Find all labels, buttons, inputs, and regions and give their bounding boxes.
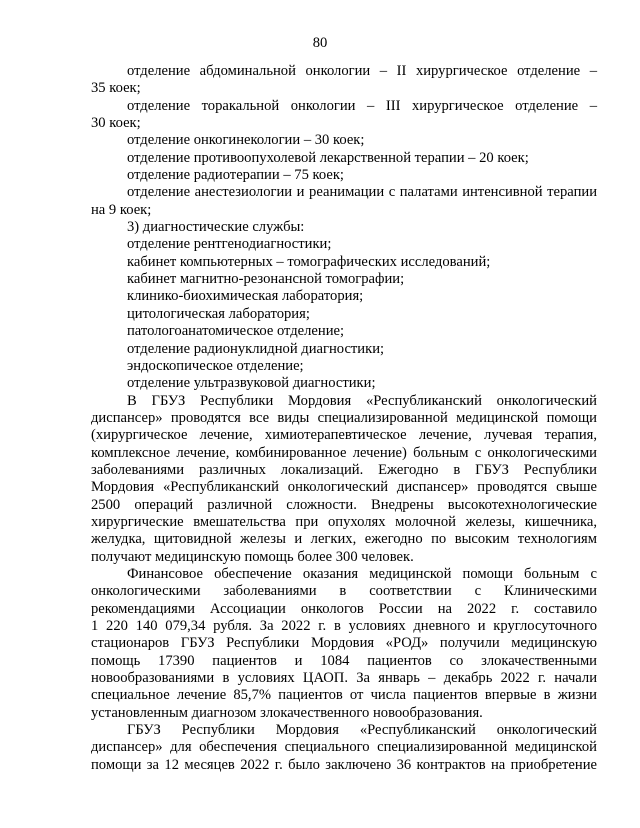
text-line: отделение онкогинекологии – 30 коек; xyxy=(127,132,365,149)
text-line: отделение рентгенодиагностики; xyxy=(127,236,332,253)
text-line: новообразованиями в условиях ЦАОП. За январь – декабрь 2022 г. начали xyxy=(91,670,597,687)
text-line: отделение радионуклидной диагностики; xyxy=(127,340,385,357)
text-line: рекомендациями Ассоциации онкологов России на 2022 г. составило xyxy=(91,600,597,617)
page-number: 80 xyxy=(312,35,328,51)
text-line: диспансер» для обеспечения специального специализированной медицинской xyxy=(91,739,597,756)
text-line: желудка, щитовидной железы и легких, ежегодно по высоким технологиям xyxy=(91,531,597,548)
text-line: хирургические вмешательства при опухолях молочной железы, кишечника, xyxy=(91,513,597,530)
text-line: 1 220 140 079,34 рубля. За 2022 г. в условиях дневного и круглосуточного xyxy=(91,618,597,634)
text-line: В ГБУЗ Республики Мордовия «Республиканский онкологический xyxy=(127,392,597,409)
text-line: отделение ультразвуковой диагностики; xyxy=(127,375,376,392)
text-line: заболеваниями различных локализаций. Ежегодно в ГБУЗ Республики xyxy=(91,461,597,478)
text-line: специальное лечение 85,7% пациентов от числа пациентов впервые в жизни xyxy=(91,687,597,704)
text-line: установленным диагнозом злокачественного новообразования. xyxy=(91,704,483,721)
text-line: 30 коек; xyxy=(91,115,141,132)
text-line: отделение торакальной онкологии – III хирургическое отделение – xyxy=(127,97,597,114)
text-line: кабинет магнитно-резонансной томографии; xyxy=(127,271,405,288)
text-line: отделение противоопухолевой лекарственной терапии – 20 коек; xyxy=(127,149,529,166)
text-line: диспансер» проводятся все виды специализированной медицинской помощи xyxy=(91,409,597,426)
text-line: кабинет компьютерных – томографических исследований; xyxy=(127,253,491,270)
text-line: Финансовое обеспечение оказания медицинской помощи больным с xyxy=(127,565,597,582)
text-line: Мордовия «Республиканский онкологический диспансер» проводятся свыше xyxy=(91,479,597,496)
text-line: 3) диагностические службы: xyxy=(127,219,305,236)
text-line: онкологическими заболеваниями в соответствии с Клиническими xyxy=(91,583,597,600)
text-line: ГБУЗ Республики Мордовия «Республиканский онкологический xyxy=(127,722,597,739)
text-line: цитологическая лаборатория; xyxy=(127,305,310,322)
text-line: патологоанатомическое отделение; xyxy=(127,323,345,340)
text-line: комплексное лечение, комбинированное лечение) больным с онкологическими xyxy=(91,444,597,461)
text-line: отделение абдоминальной онкологии – II хирургическое отделение – xyxy=(127,63,597,79)
text-line: на 9 коек; xyxy=(91,201,152,218)
body-text xyxy=(91,63,597,774)
text-line: отделение радиотерапии – 75 коек; xyxy=(127,167,344,184)
text-line: отделение анестезиологии и реанимации с палатами интенсивной терапии xyxy=(127,184,597,201)
text-line: клинико-биохимическая лаборатория; xyxy=(127,288,364,305)
text-line: (хирургическое лечение, химиотерапевтическое лечение, лучевая терапия, xyxy=(91,427,597,444)
text-line: стационаров ГБУЗ Республики Мордовия «РОД» получили медицинскую xyxy=(91,635,597,652)
text-line: эндоскопическое отделение; xyxy=(127,357,304,374)
text-line: помощь 17390 пациентов и 1084 пациентов со злокачественными xyxy=(91,652,597,669)
text-line: получают медицинскую помощь более 300 человек. xyxy=(91,548,414,565)
text-line: помощи за 12 месяцев 2022 г. было заключено 36 контрактов на приобретение xyxy=(91,756,597,773)
text-line: 35 коек; xyxy=(91,80,141,97)
text-line: 2500 операций различной сложности. Внедрены высокотехнологические xyxy=(91,496,597,513)
